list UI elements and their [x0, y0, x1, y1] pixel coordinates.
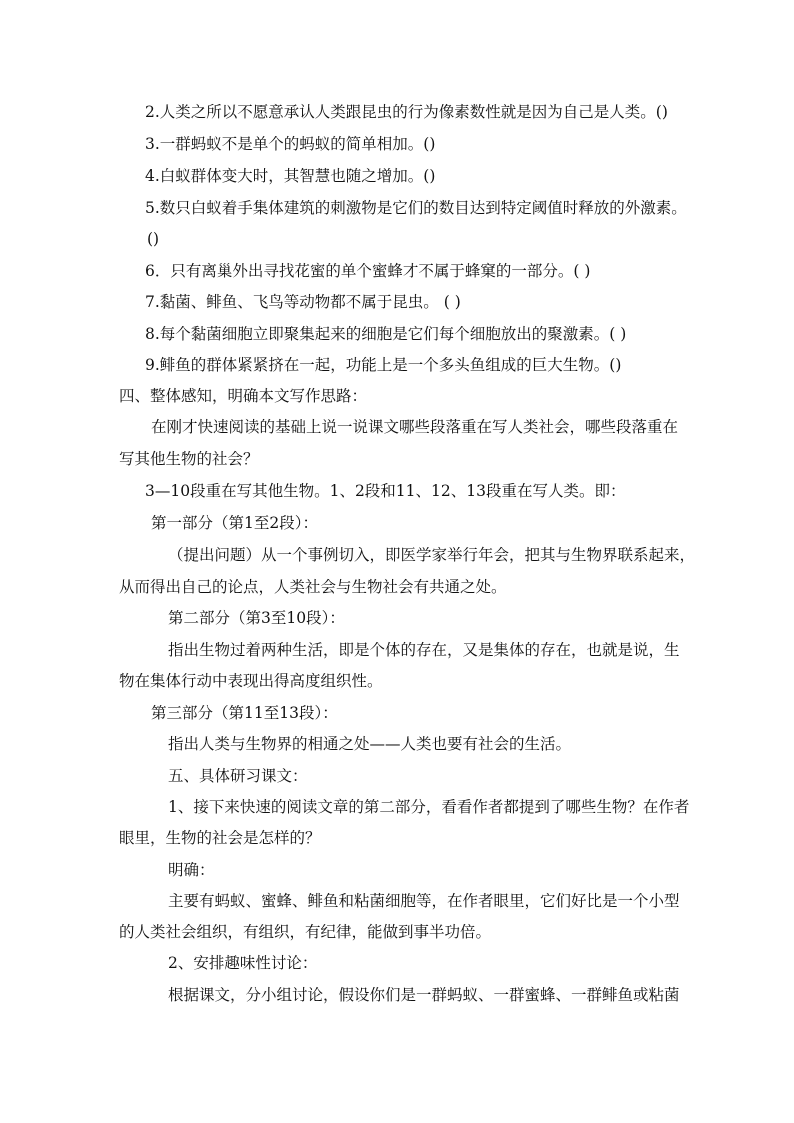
question-8: 8.每个黏菌细胞立即聚集起来的细胞是它们每个细胞放出的聚激素。( ) [145, 325, 627, 343]
question-6: 6．只有离巢外出寻找花蜜的单个蜜蜂才不属于蜂窠的一部分。( ) [145, 262, 591, 280]
part-one-heading: 第一部分（第1至2段）： [151, 514, 318, 532]
question-5-answer: () [147, 230, 160, 248]
paragraph-line: 1、接下来快速的阅读文章的第二部分，看看作者都提到了哪些生物？在作者 [168, 798, 690, 816]
paragraph-line: 指出生物过着两种生活，即是个体的存在，又是集体的存在，也就是说，生 [168, 641, 680, 659]
part-two-heading: 第二部分（第3至10段）： [168, 609, 345, 627]
paragraph-line: 从而得出自己的论点，人类社会与生物社会有共通之处。 [119, 578, 507, 596]
paragraph-line: 主要有蚂蚁、蜜蜂、鲱鱼和粘菌细胞等，在作者眼里，它们好比是一个小型 [168, 892, 680, 910]
paragraph-line: 写其他生物的社会？ [119, 450, 259, 468]
paragraph-line: 的人类社会组织，有组织，有纪律，能做到事半功倍。 [119, 923, 492, 941]
section-five-heading: 五、具体研习课文： [168, 767, 308, 785]
paragraph-line: （提出问题）从一个事例切入，即医学家举行年会，把其与生物界联系起来， [168, 546, 696, 564]
paragraph-line: 指出人类与生物界的相通之处——人类也要有社会的生活。 [168, 735, 572, 753]
paragraph-line: 物在集体行动中表现出得高度组织性。 [119, 672, 383, 690]
question-9: 9.鲱鱼的群体紧紧挤在一起，功能上是一个多头鱼组成的巨大生物。() [145, 356, 622, 374]
answer-label: 明确： [168, 861, 215, 879]
paragraph-line: 根据课文，分小组讨论，假设你们是一群蚂蚁、一群蜜蜂、一群鲱鱼或粘菌 [168, 986, 680, 1004]
question-4: 4.白蚁群体变大时，其智慧也随之增加。() [145, 167, 436, 185]
section-four-heading: 四、整体感知，明确本文写作思路： [119, 387, 368, 405]
subheading: 2、安排趣味性讨论： [168, 954, 318, 972]
paragraph-line: 3—10段重在写其他生物。1、2段和11、12、13段重在写人类。即： [145, 482, 626, 500]
question-7: 7.黏菌、鲱鱼、飞鸟等动物都不属于昆虫。 ( ) [145, 293, 461, 311]
part-three-heading: 第三部分（第11至13段）： [151, 704, 338, 722]
question-3: 3.一群蚂蚁不是单个的蚂蚁的简单相加。() [145, 135, 436, 153]
question-2: 2.人类之所以不愿意承认人类跟昆虫的行为像素数性就是因为自己是人类。() [145, 103, 668, 121]
question-5: 5.数只白蚁着手集体建筑的刺激物是它们的数目达到特定阈值时释放的外激素。 [145, 199, 687, 217]
paragraph-line: 眼里，生物的社会是怎样的？ [119, 829, 321, 847]
paragraph-line: 在刚才快速阅读的基础上说一说课文哪些段落重在写人类社会，哪些段落重在 [151, 418, 679, 436]
